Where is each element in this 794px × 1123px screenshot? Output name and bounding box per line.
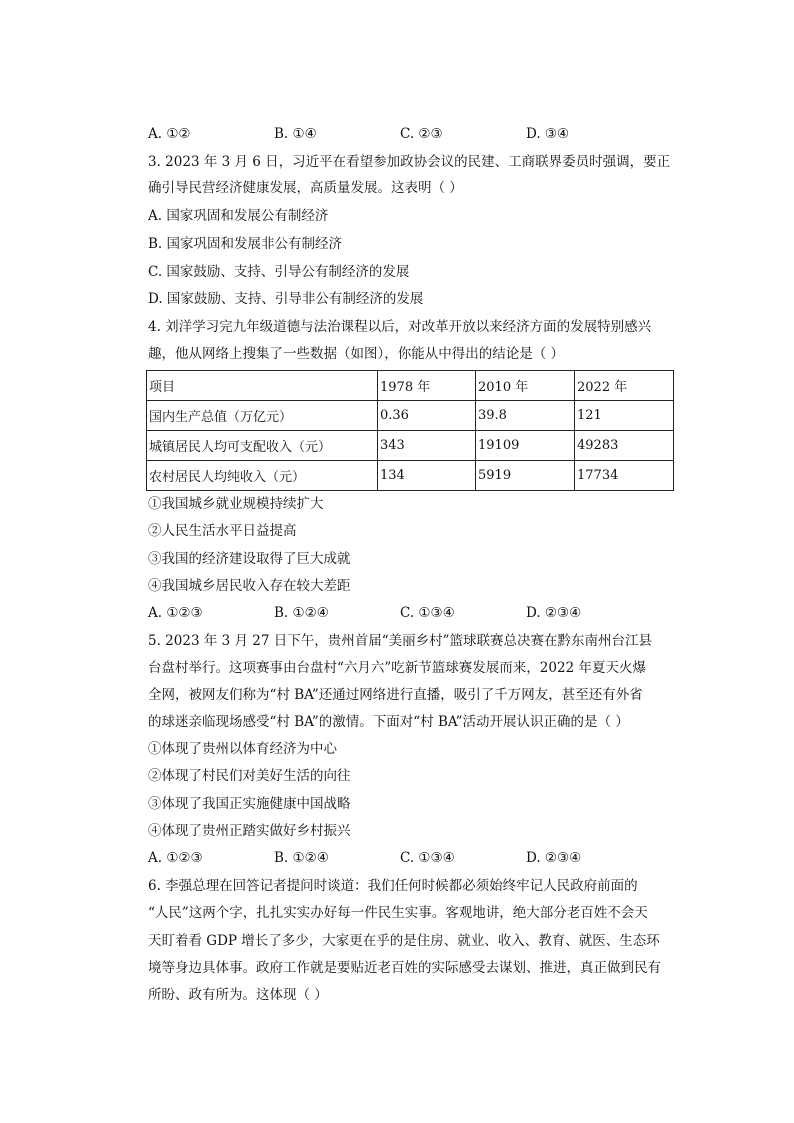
q5-option-c: C. ①③④ [400, 850, 455, 866]
q4-data-table [146, 370, 674, 491]
q6-stem-line-1: 6. 李强总理在回答记者提问时谈道：我们任何时候都必须始终牢记人民政府前面的 [148, 878, 638, 894]
q2-option-d: D. ③④ [526, 126, 570, 142]
table-cell: 39.8 [476, 401, 575, 431]
table-cell: 121 [575, 401, 674, 431]
table-row [147, 461, 674, 491]
q5-stem-line-2: 台盘村举行。这项赛事由台盘村“六月六”吃新节篮球赛发展而来，2022 年夏天火爆 [148, 660, 646, 676]
q3-stem-line-1: 3. 2023 年 3 月 6 日，习近平在看望参加政协会议的民建、工商联界委员时强调，要正 [148, 154, 671, 170]
q5-stem-line-3: 全网，被网友们称为“村 BA”还通过网络进行直播，吸引了千万网友，甚至还有外省 [148, 687, 643, 703]
table-cell: 5919 [476, 461, 575, 491]
q5-statement-4: ④体现了贵州正踏实做好乡村振兴 [148, 823, 351, 839]
q3-stem-line-2: 确引导民营经济健康发展，高质量发展。这表明（ ） [148, 180, 463, 196]
table-header-row [147, 371, 674, 401]
q6-stem-line-5: 所盼、政有所为。这体现（ ） [148, 987, 328, 1003]
table-cell: 19109 [476, 431, 575, 461]
table-header-cell: 项目 [147, 371, 378, 401]
q4-option-b: B. ①②④ [274, 605, 329, 621]
q5-statement-1: ①体现了贵州以体育经济为中心 [148, 741, 337, 757]
table-header-cell: 2022 年 [575, 371, 674, 401]
q5-option-a: A. ①②③ [148, 850, 203, 866]
table-row [147, 401, 674, 431]
q4-option-a: A. ①②③ [148, 605, 203, 621]
q3-option-d: D. 国家鼓励、支持、引导非公有制经济的发展 [148, 291, 424, 307]
q3-option-b: B. 国家巩固和发展非公有制经济 [148, 236, 343, 252]
q6-stem-line-2: “人民”这两个字，扎扎实实办好每一件民生实事。客观地讲，绝大部分老百姓不会天 [148, 905, 648, 921]
table-row [147, 431, 674, 461]
q4-statement-2: ②人民生活水平日益提高 [148, 523, 297, 539]
q5-options [148, 848, 708, 868]
q4-statement-1: ①我国城乡就业规模持续扩大 [148, 496, 324, 512]
q4-statement-4: ④我国城乡居民收入存在较大差距 [148, 578, 351, 594]
q4-option-d: D. ②③④ [526, 605, 582, 621]
q5-option-d: D. ②③④ [526, 850, 582, 866]
table-cell: 134 [378, 461, 476, 491]
table-cell: 国内生产总值（万亿元） [147, 401, 378, 431]
q2-options [148, 124, 708, 144]
q5-stem-line-1: 5. 2023 年 3 月 27 日下午，贵州首届“美丽乡村”篮球联赛总决赛在黔东南州台江县 [148, 633, 653, 649]
q4-statement-3: ③我国的经济建设取得了巨大成就 [148, 551, 351, 567]
table-cell: 城镇居民人均可支配收入（元） [147, 431, 378, 461]
table-cell: 49283 [575, 431, 674, 461]
q5-stem-line-4: 的球迷亲临现场感受“村 BA”的激情。下面对“村 BA”活动开展认识正确的是（ ） [148, 714, 629, 730]
q5-option-b: B. ①②④ [274, 850, 329, 866]
q6-stem-line-3: 天盯着看 GDP 增长了多少，大家更在乎的是住房、就业、收入、教育、就医、生态环 [148, 933, 660, 949]
q4-stem-line-1: 4. 刘洋学习完九年级道德与法治课程以后，对改革开放以来经济方面的发展特别感兴 [148, 319, 652, 335]
q6-stem-line-4: 境等身边具体事。政府工作就是要贴近老百姓的实际感受去谋划、推进，真正做到民有 [148, 960, 661, 976]
q2-option-c: C. ②③ [400, 126, 443, 142]
table-cell: 343 [378, 431, 476, 461]
table-cell: 17734 [575, 461, 674, 491]
table-header-cell: 2010 年 [476, 371, 575, 401]
q4-options [148, 603, 708, 623]
table-cell: 0.36 [378, 401, 476, 431]
q4-option-c: C. ①③④ [400, 605, 455, 621]
q3-option-c: C. 国家鼓励、支持、引导公有制经济的发展 [148, 264, 410, 280]
table-header-cell: 1978 年 [378, 371, 476, 401]
q4-stem-line-2: 趣，他从网络上搜集了一些数据（如图），你能从中得出的结论是（ ） [148, 346, 565, 362]
q2-option-a: A. ①② [148, 126, 191, 142]
table-cell: 农村居民人均纯收入（元） [147, 461, 378, 491]
q5-statement-3: ③体现了我国正实施健康中国战略 [148, 796, 351, 812]
q5-statement-2: ②体现了村民们对美好生活的向往 [148, 768, 351, 784]
q3-option-a: A. 国家巩固和发展公有制经济 [148, 208, 329, 224]
q2-option-b: B. ①④ [274, 126, 317, 142]
